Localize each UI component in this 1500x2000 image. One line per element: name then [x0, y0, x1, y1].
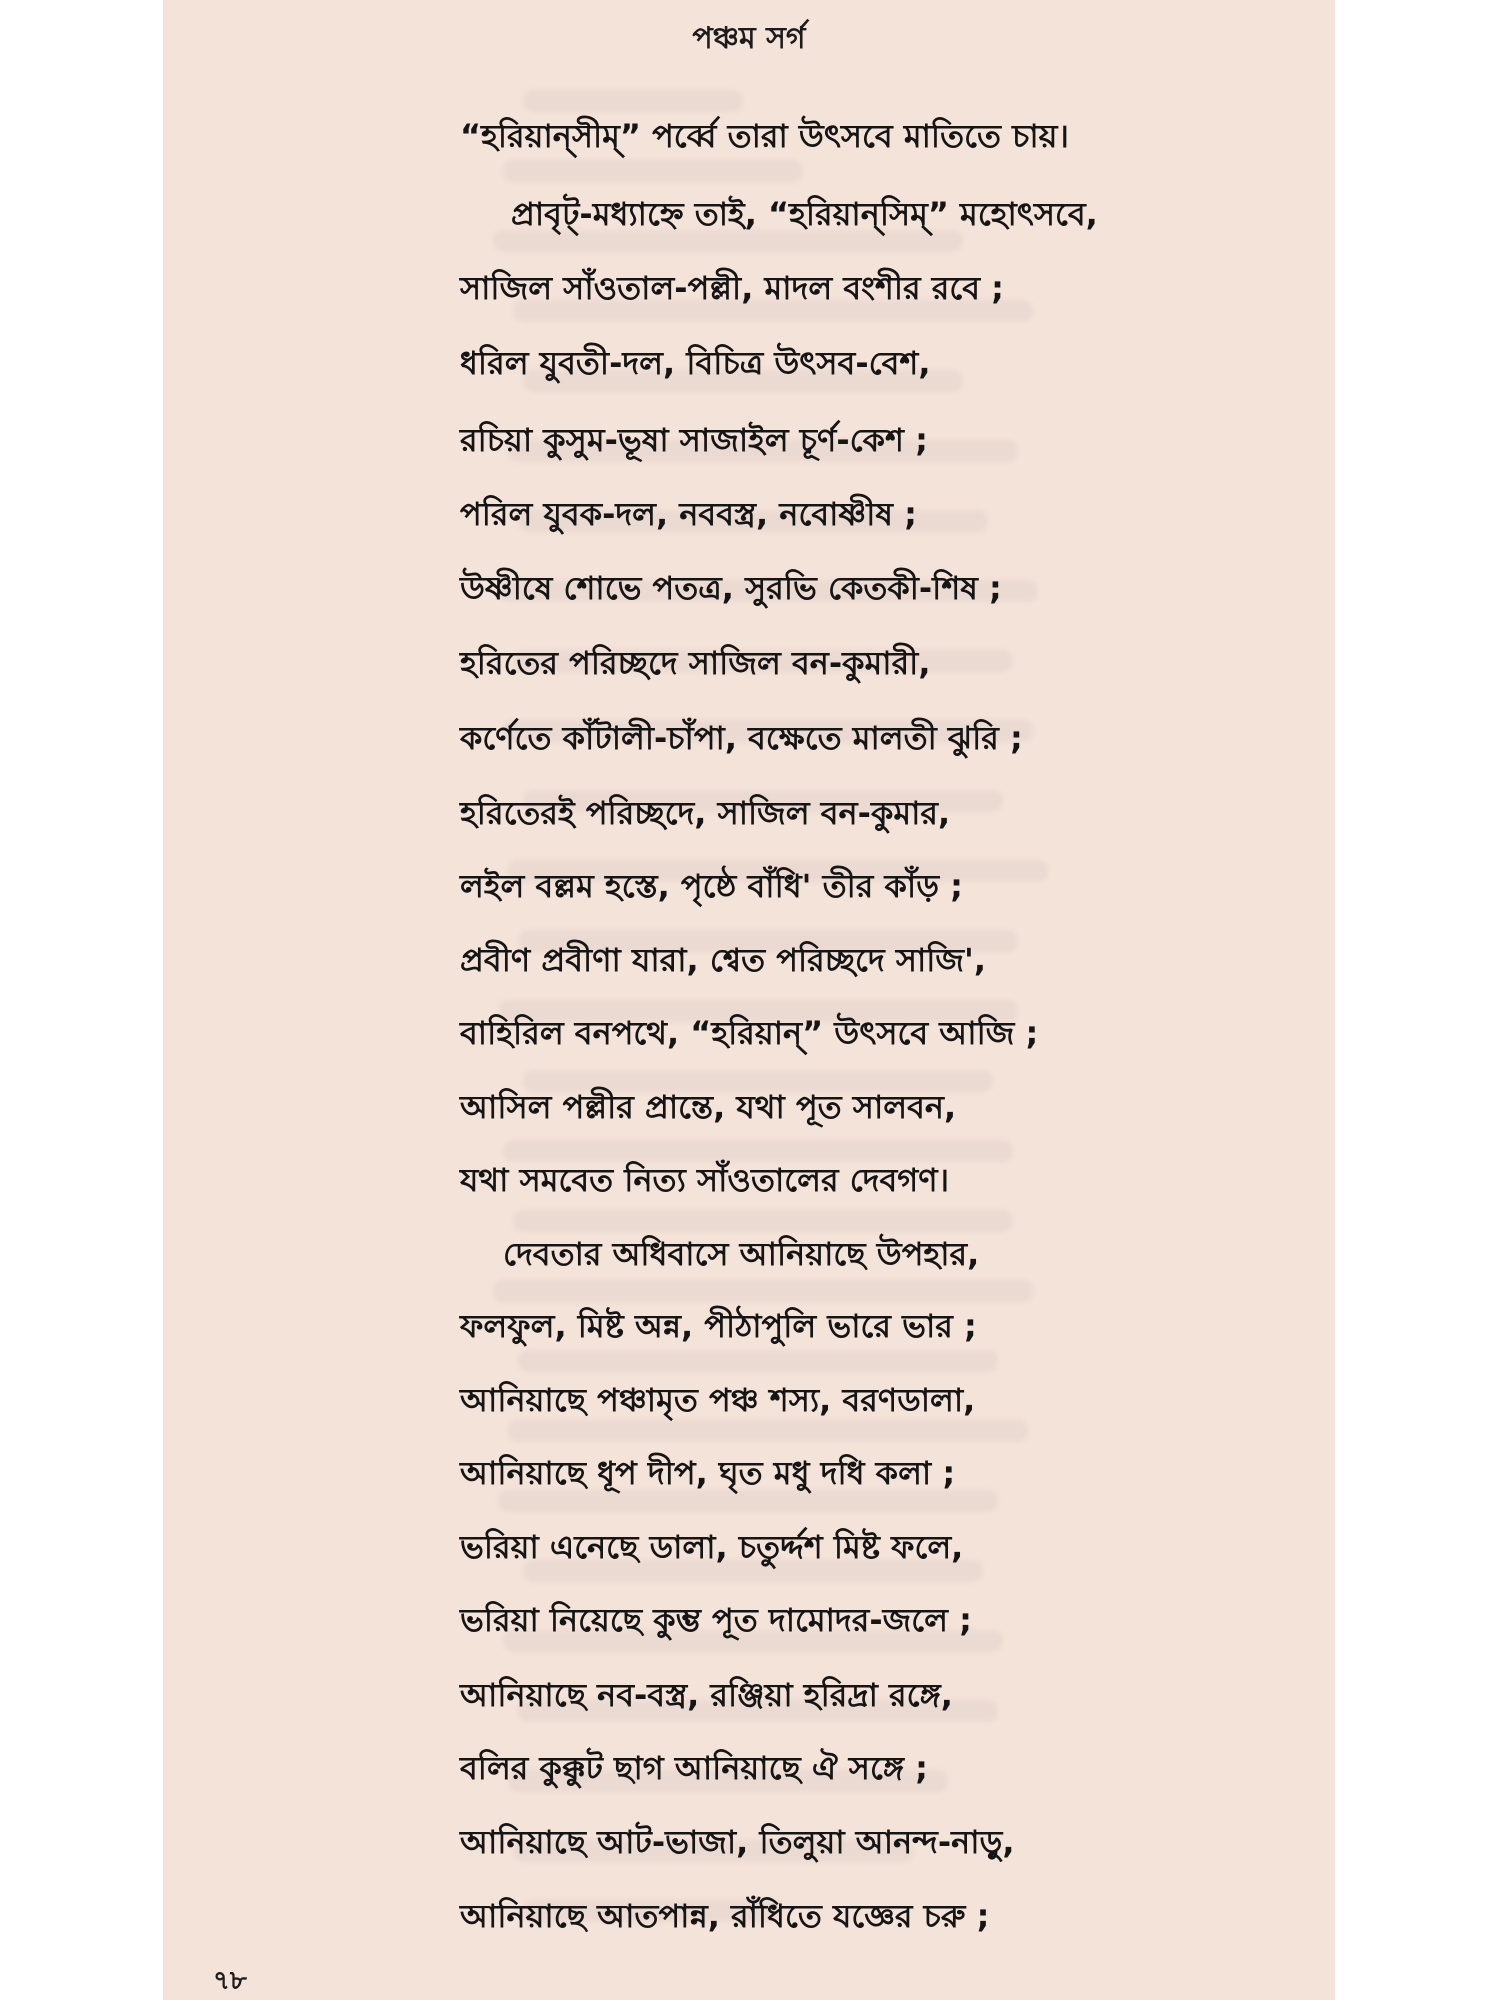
book-page: [163, 0, 1335, 2000]
poem-line: বলির কুক্কুট ছাগ আনিয়াছে ঐ সঙ্গে ;: [460, 1749, 928, 1787]
poem-line: ভরিয়া এনেছে ডালা, চতুর্দ্দশ মিষ্ট ফলে,: [460, 1528, 964, 1566]
poem-line: আনিয়াছে ধূপ দীপ, ঘৃত মধু দধি কলা ;: [460, 1454, 956, 1492]
poem-line: উষ্ণীষে শোভে পতত্র, সুরভি কেতকী-শিষ ;: [460, 569, 1002, 607]
poem-line: আনিয়াছে আতপান্ন, রাঁধিতে যজ্ঞের চরু ;: [460, 1897, 990, 1935]
poem-line: ফলফুল, মিষ্ট অন্ন, পীঠাপুলি ভারে ভার ;: [460, 1307, 977, 1345]
chapter-header: পঞ্চম সর্গ: [692, 21, 806, 56]
poem-line: আনিয়াছে আট-ভাজা, তিলুয়া আনন্দ-নাড়ু,: [460, 1823, 1015, 1861]
poem-line: আনিয়াছে পঞ্চামৃত পঞ্চ শস্য, বরণডালা,: [460, 1381, 976, 1419]
poem-line: লইল বল্লম হস্তে, পৃষ্ঠে বাঁধি' তীর কাঁড় ;: [460, 867, 963, 905]
poem-line: হরিতেরই পরিচ্ছদে, সাজিল বন-কুমার,: [460, 794, 951, 832]
poem-line: প্রবীণ প্রবীণা যারা, শ্বেত পরিচ্ছদে সাজি',: [460, 941, 986, 979]
poem-line: “হরিয়ান্‌সীম্‌” পর্ব্বে তারা উৎসবে মাতিতে চায়।: [460, 117, 1069, 155]
poem-line: ভরিয়া নিয়েছে কুম্ভ পূত দামোদর-জলে ;: [460, 1601, 972, 1639]
poem-line: ধরিল যুবতী-দল, বিচিত্র উৎসব-বেশ,: [460, 344, 931, 382]
poem-line: যথা সমবেত নিত্য সাঁওতালের দেবগণ।: [460, 1161, 950, 1199]
poem-line: বাহিরিল বনপথে, “হরিয়ান্‌” উৎসবে আজি ;: [460, 1014, 1039, 1052]
page-number: ৭৮: [213, 1966, 247, 1996]
poem-line: কর্ণেতে কাঁটালী-চাঁপা, বক্ষেতে মালতী ঝুরি ;: [460, 719, 1023, 757]
poem-line: আনিয়াছে নব-বস্ত্র, রঞ্জিয়া হরিদ্রা রঙ্গে,: [460, 1676, 953, 1714]
poem-line: প্রাবৃট্‌-মধ্যাহ্নে তাই, “হরিয়ান্‌সিম্‌” মহোৎসবে,: [511, 195, 1098, 233]
poem-line: দেবতার অধিবাসে আনিয়াছে উপহার,: [503, 1235, 980, 1273]
poem-line: রচিয়া কুসুম-ভূষা সাজাইল চূর্ণ-কেশ ;: [460, 421, 928, 459]
poem-line: হরিতের পরিচ্ছদে সাজিল বন-কুমারী,: [460, 644, 931, 682]
poem-line: আসিল পল্লীর প্রান্তে, যথা পূত সালবন,: [460, 1088, 957, 1126]
poem-line: পরিল যুবক-দল, নববস্ত্র, নবোষ্ণীষ ;: [460, 495, 917, 533]
poem-line: সাজিল সাঁওতাল-পল্লী, মাদল বংশীর রবে ;: [460, 269, 1004, 307]
